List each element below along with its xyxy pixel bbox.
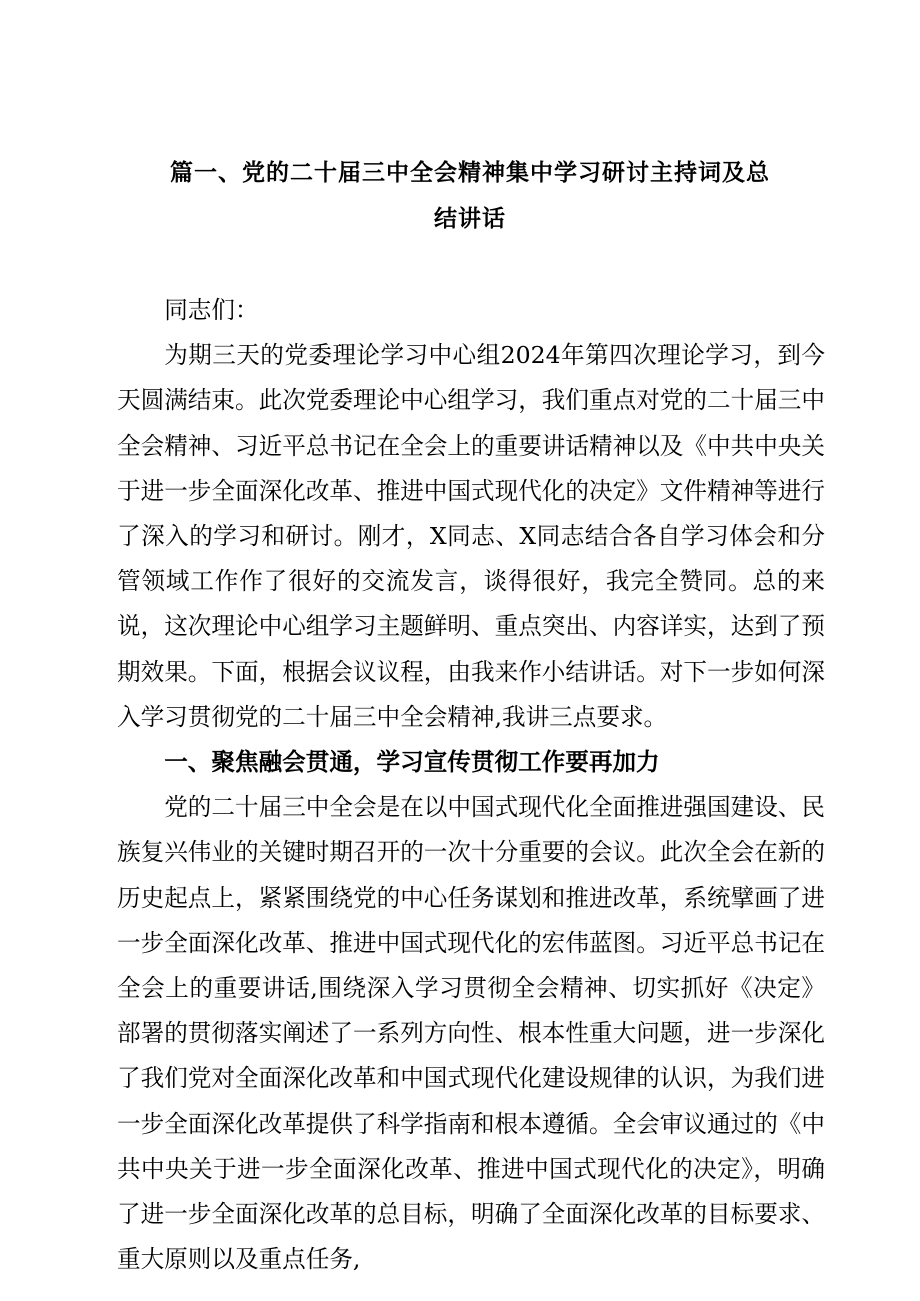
document-body [117,288,825,1282]
paragraph-2: 党的二十届三中全会是在以中国式现代化全面推进强国建设、民族复兴伟业的关键时期召开的一次十分重要的会议。此次全会在新的历史起点上，紧紧围绕党的中心任务谋划和推进改革，系统擘画了进一步全面深化改革、推进中国式现代化的宏伟蓝图。习近平总书记在全会上的重要讲话,围绕深入学习贯彻全会精神、切实抓好《决定》部署的贯彻落实阐述了一系列方向性、根本性重大问题，进一步深化了我们党对全面深化改革和中国式现代化建设规律的认识，为我们进一步全面深化改革提供了科学指南和根本遵循。全会审议通过的《中共中央关于进一步全面深化改革、推进中国式现代化的决定》，明确了进一步全面深化改革的总目标，明确了全面深化改革的目标要求、重大原则以及重点任务, [117,793,825,1274]
section-1-heading: 一、聚焦融会贯通，学习宣传贯彻工作要再加力 [164,748,660,777]
document-title: 篇一、党的二十届三中全会精神集中学习研讨主持词及总结讲话 [170,160,770,232]
greeting: 同志们： [164,296,259,324]
paragraph-1: 为期三天的党委理论学习中心组2024年第四次理论学习，到今天圆满结束。此次党委理论中心组学习，我们重点对党的二十届三中全会精神、习近平总书记在全会上的重要讲话精神以及《中共中央关于进一步全面深化改革、推进中国式现代化的决定》文件精神等进行了深入的学习和研讨。刚才，X同志、X同志结合各自学习体会和分管领域工作作了很好的交流发言，谈得很好，我完全赞同。总的来说，这次理论中心组学习主题鲜明、重点突出、内容详实，达到了预期效果。下面，根据会议议程，由我来作小结讲话。对下一步如何深入学习贯彻党的二十届三中全会精神,我讲三点要求。 [117,341,825,731]
